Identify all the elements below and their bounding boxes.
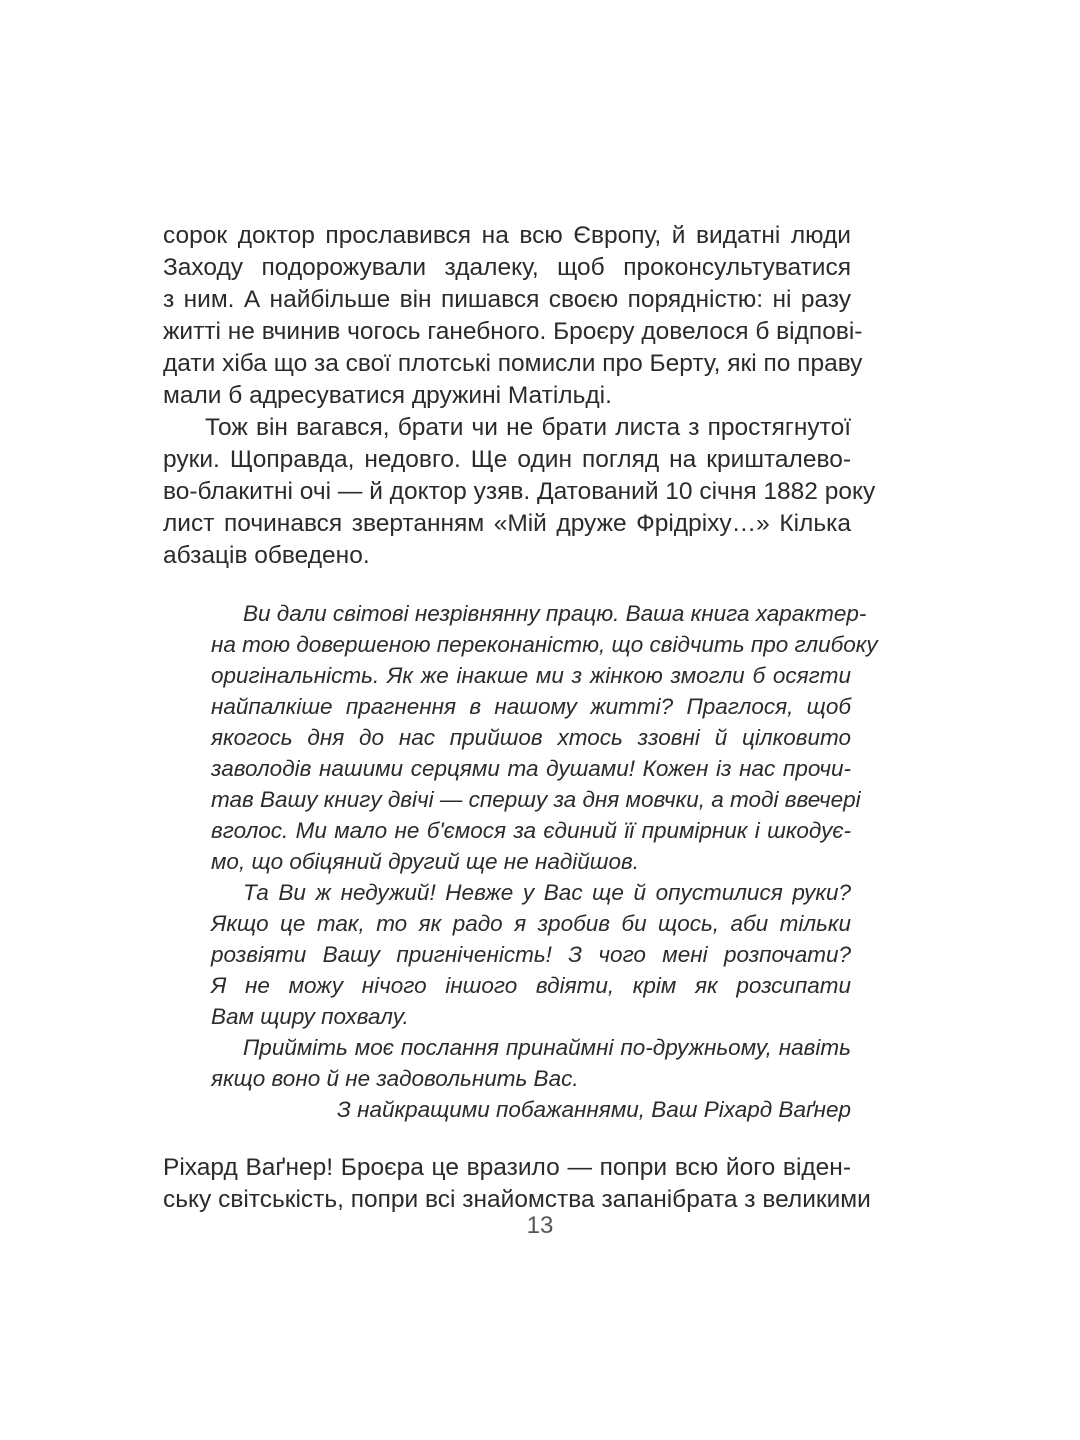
body-line: мали б адресуватися дружині Матільді. bbox=[163, 382, 612, 409]
body-line: во-блакитні очі — й доктор узяв. Датований 10 січня 1882 року bbox=[163, 478, 876, 505]
body-line: Ріхард Ваґнер! Броєра це вразило — попри всю його віден- bbox=[163, 1154, 851, 1181]
quote-line: Прийміть моє послання принаймні по-дружньому, навіть bbox=[243, 1035, 851, 1060]
quote-line: якщо воно й не задовольнить Вас. bbox=[211, 1066, 579, 1091]
body-line: лист починався звертанням «Мій друже Фрідріху…» Кілька bbox=[163, 510, 851, 537]
quote-line: оригінальність. Як же інакше ми з жінкою змогли б осягти bbox=[211, 663, 851, 688]
quote-line: Ви дали світові незрівнянну працю. Ваша книга характер- bbox=[243, 601, 867, 626]
quote-line: Вам щиру похвалу. bbox=[211, 1004, 409, 1029]
quote-line: мо, що обіцяний другий ще не надійшов. bbox=[211, 849, 639, 874]
body-line: з ним. А найбільше він пишався своєю порядністю: ні разу bbox=[163, 286, 851, 313]
body-line: ську світськість, попри всі знайомства запанібрата з великими bbox=[163, 1186, 871, 1213]
quote-line: розвіяти Вашу пригніченість! З чого мені розпочати? bbox=[211, 942, 851, 967]
page-number: 13 bbox=[526, 1212, 554, 1239]
body-line: сорок доктор прославився на всю Європу, й видатні люди bbox=[163, 222, 851, 249]
quote-line: якогось дня до нас прийшов хтось ззовні й цілковито bbox=[211, 725, 851, 750]
body-line: руки. Щоправда, недовго. Ще один погляд на кришталево- bbox=[163, 446, 851, 473]
body-line: дати хіба що за свої плотські помисли про Берту, які по праву bbox=[163, 350, 863, 377]
quote-line: найпалкіше прагнення в нашому житті? Праглося, щоб bbox=[211, 694, 851, 719]
quote-line: заволодів нашими серцями та душами! Кожен із нас прочи- bbox=[211, 756, 851, 781]
body-line: абзаців обведено. bbox=[163, 542, 370, 569]
quote-line: на тою довершеною переконаністю, що свідчить про глибоку bbox=[211, 632, 878, 657]
body-line: Заходу подорожували здалеку, щоб проконсультуватися bbox=[163, 254, 851, 281]
body-line: житті не вчинив чогось ганебного. Броєру довелося б відпові- bbox=[163, 318, 863, 345]
quote-line: тав Вашу книгу двічі — спершу за дня мовчки, а тоді ввечері bbox=[211, 787, 861, 812]
quote-line: Я не можу нічого іншого вдіяти, крім як розсипати bbox=[211, 973, 851, 998]
body-line: Тож він вагався, брати чи не брати листа з простягнутої bbox=[205, 414, 851, 441]
quote-line: Якщо це так, то як радо я зробив би щось, аби тільки bbox=[211, 911, 851, 936]
letter-signature: З найкращими побажаннями, Ваш Ріхард Ваґнер bbox=[337, 1097, 851, 1122]
quote-line: Та Ви ж недужий! Невже у Вас ще й опустилися руки? bbox=[243, 880, 851, 905]
quote-line: вголос. Ми мало не б'ємося за єдиний її примірник і шкодує- bbox=[211, 818, 851, 843]
